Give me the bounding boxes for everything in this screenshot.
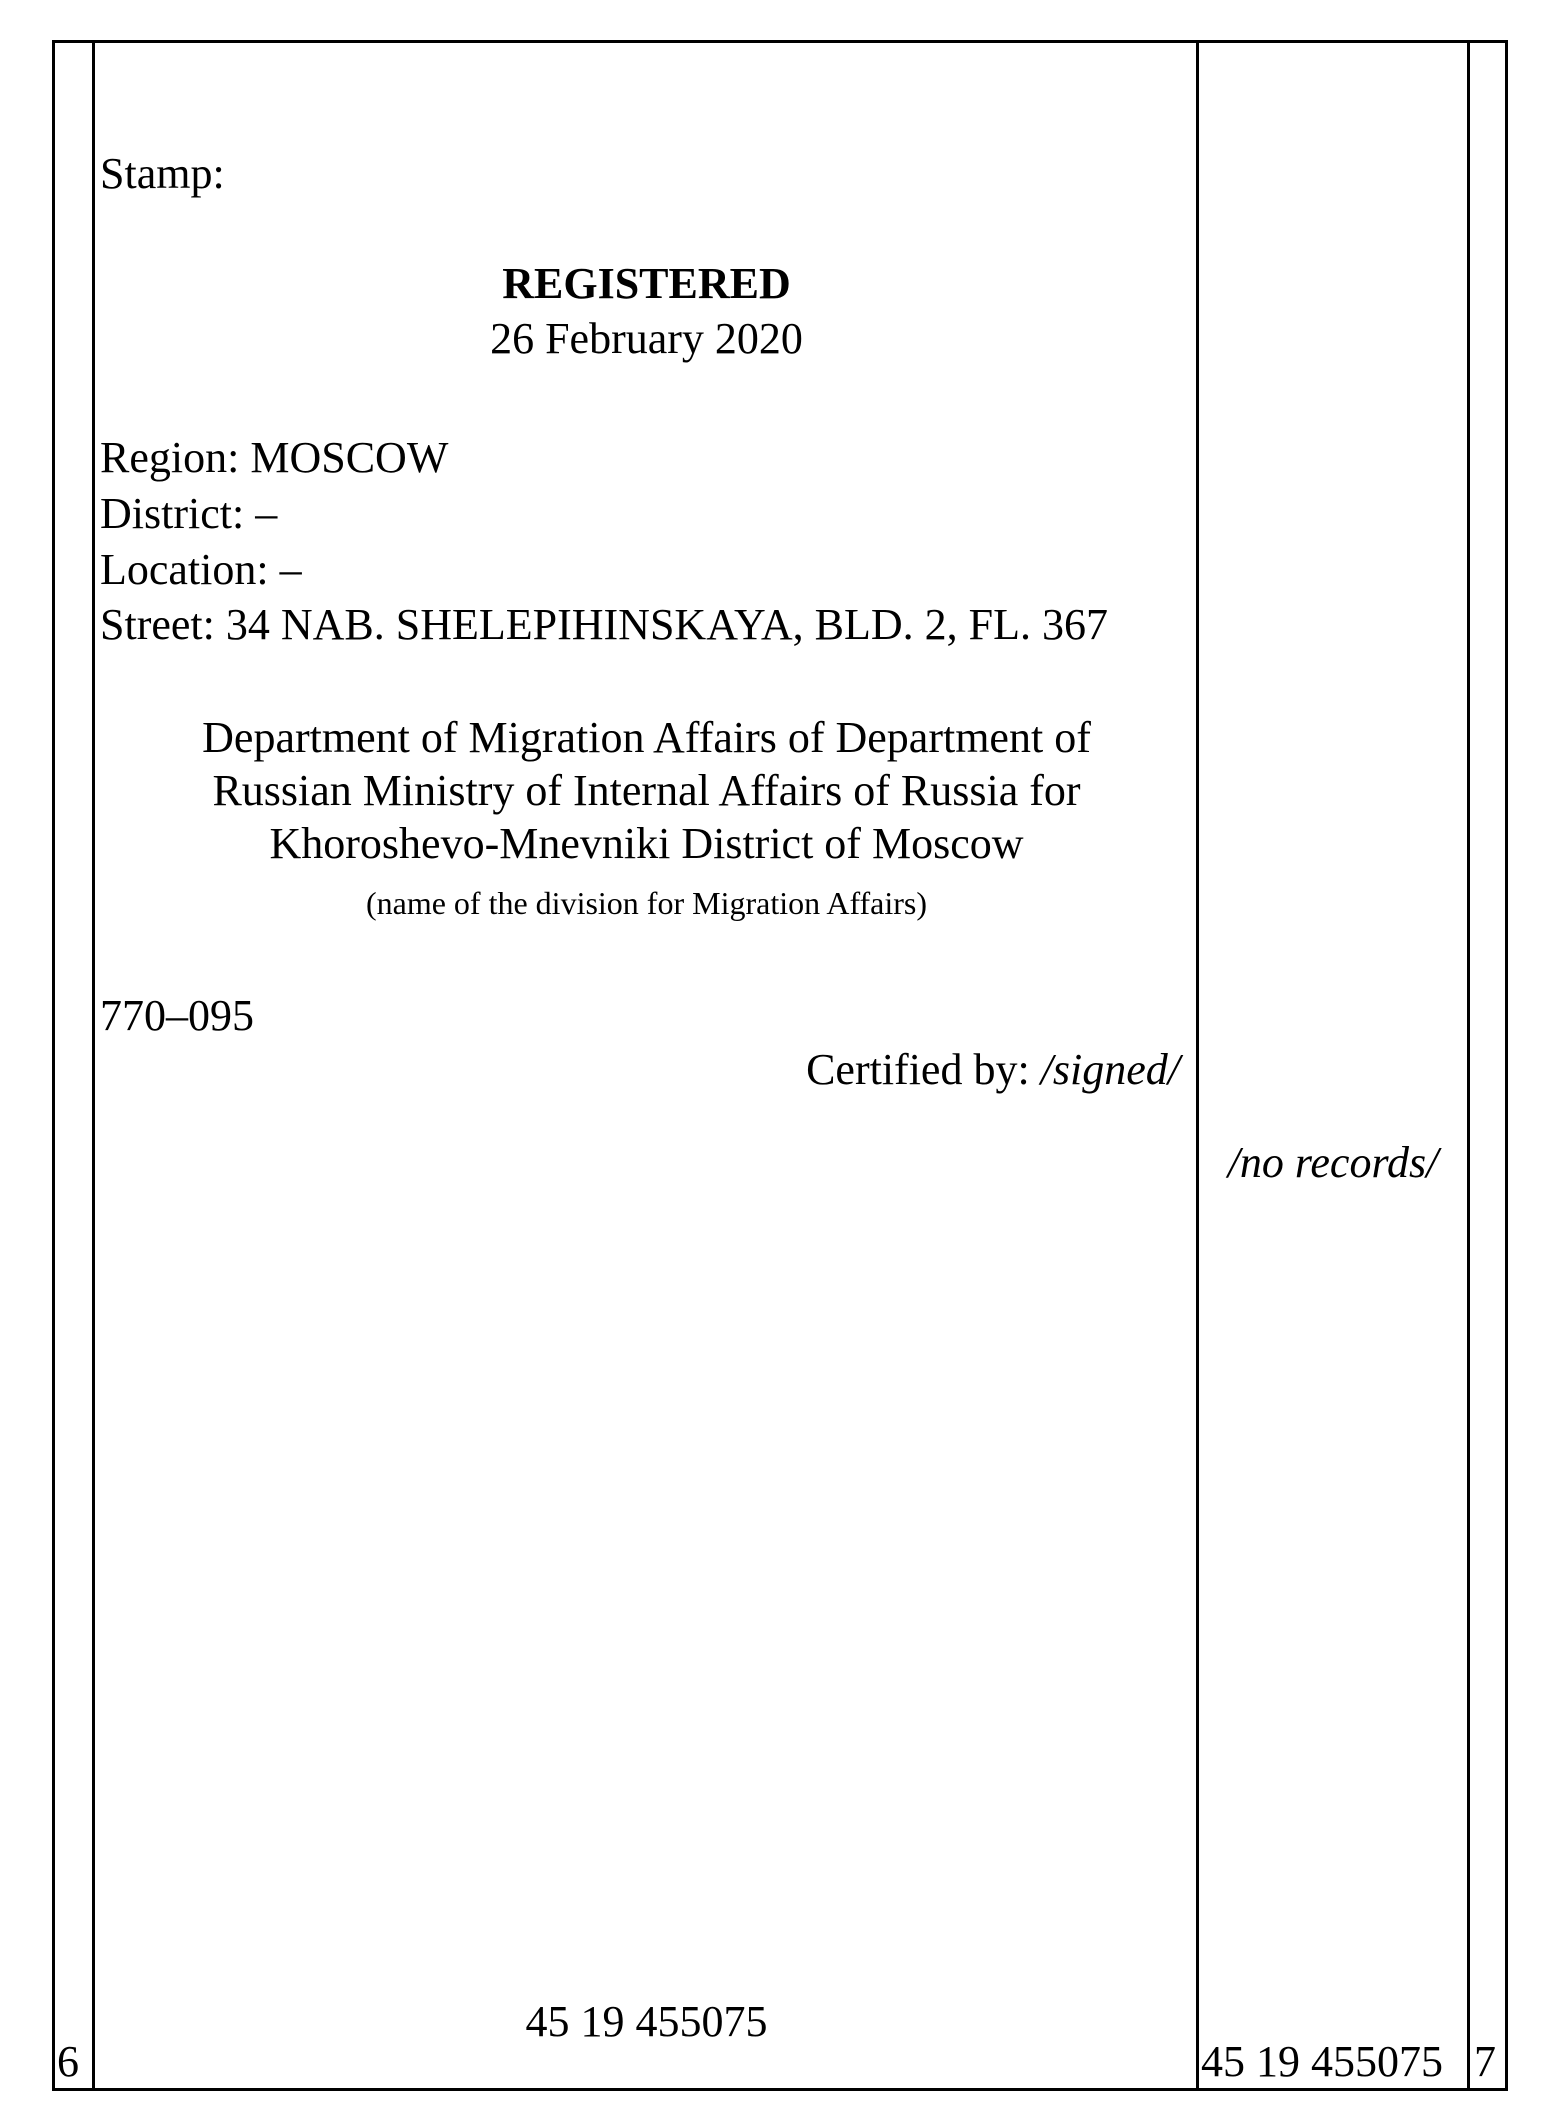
page-number-left: 6 (57, 2037, 79, 2086)
registered-heading: REGISTERED (502, 259, 791, 308)
address-location: Location: – (100, 545, 302, 594)
department-name-line: Khoroshevo-Mnevniki District of Moscow (269, 818, 1024, 868)
department-name-line: Department of Migration Affairs of Department of (202, 713, 1091, 762)
department-name-line: Russian Ministry of Internal Affairs of Russia for (212, 765, 1081, 815)
certified-by (806, 1044, 1180, 1097)
side-passport-number: 45 19 455075 (1201, 2037, 1443, 2086)
page-number-column-divider (1467, 40, 1470, 2091)
passport-number: 45 19 455075 (525, 1997, 768, 2046)
department-caption: (name of the division for Migration Affairs) (365, 885, 928, 921)
address-street: Street: 34 NAB. SHELEPIHINSKAYA, BLD. 2, FL. 367 (100, 600, 1108, 649)
stamp-label: Stamp: (100, 149, 225, 198)
certified-by-label: Certified by: (806, 1045, 1041, 1094)
department-name (97, 712, 1196, 870)
address-district: District: – (100, 489, 278, 538)
page-number-right: 7 (1474, 2037, 1496, 2086)
certified-signature: /signed/ (1040, 1045, 1180, 1094)
right-column-divider (1196, 40, 1199, 2091)
no-records-note: /no records/ (1227, 1138, 1439, 1187)
left-margin-divider (92, 40, 95, 2091)
division-code: 770–095 (100, 991, 254, 1040)
registration-date: 26 February 2020 (490, 314, 803, 363)
address-region: Region: MOSCOW (100, 433, 449, 482)
